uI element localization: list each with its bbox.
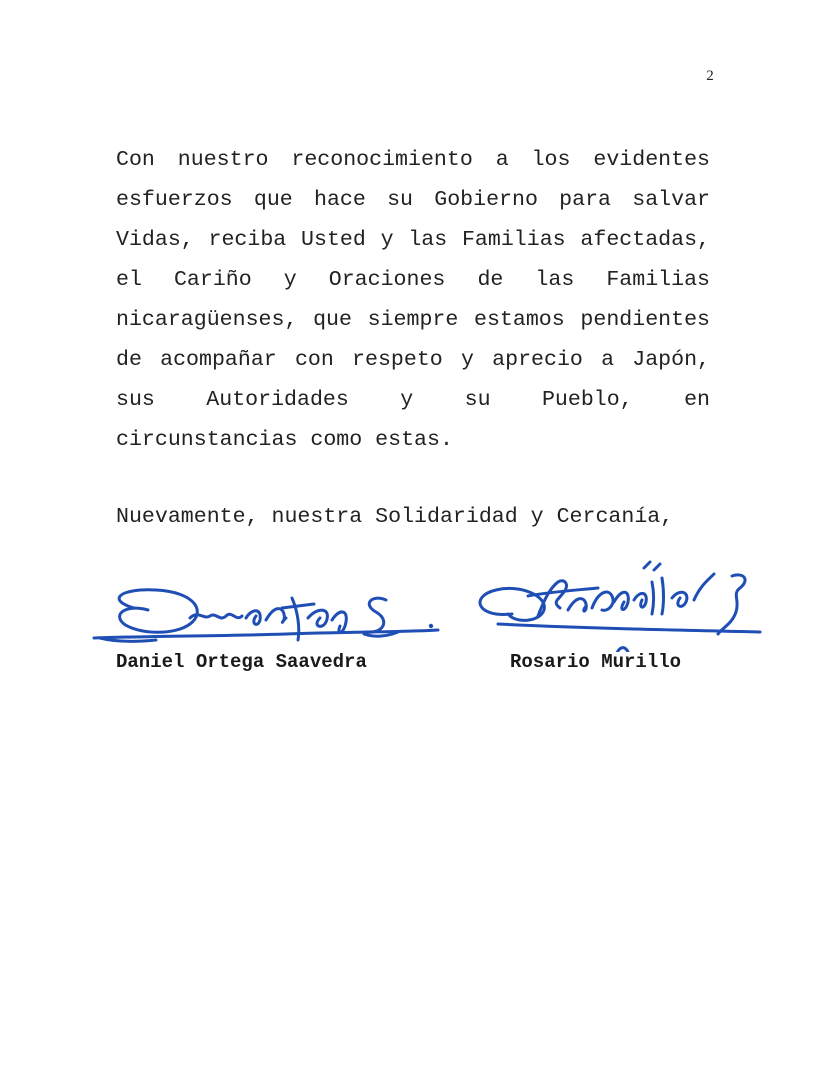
letter-body bbox=[116, 140, 710, 460]
signature-rosario-murillo bbox=[468, 552, 768, 652]
body-line: de acompañar con respeto y aprecio a Japón, bbox=[116, 348, 710, 372]
body-line: esfuerzos que hace su Gobierno para salvar bbox=[116, 188, 710, 212]
closing-line: Nuevamente, nuestra Solidaridad y Cercanía, bbox=[116, 505, 674, 529]
signer-name-right: Rosario Murillo bbox=[510, 651, 682, 673]
body-line: Vidas, reciba Usted y las Familias afectadas, bbox=[116, 228, 710, 252]
body-line: circunstancias como estas. bbox=[116, 428, 453, 452]
signer-name-left: Daniel Ortega Saavedra bbox=[116, 651, 367, 673]
body-line: Con nuestro reconocimiento a los evidentes bbox=[116, 148, 710, 172]
body-line: nicaragüenses, que siempre estamos pendientes bbox=[116, 308, 710, 332]
page-number: 2 bbox=[706, 68, 714, 84]
signature-daniel-ortega bbox=[86, 578, 446, 654]
body-line: el Cariño y Oraciones de las Familias bbox=[116, 268, 710, 292]
body-line: sus Autoridades y su Pueblo, en bbox=[116, 388, 710, 412]
